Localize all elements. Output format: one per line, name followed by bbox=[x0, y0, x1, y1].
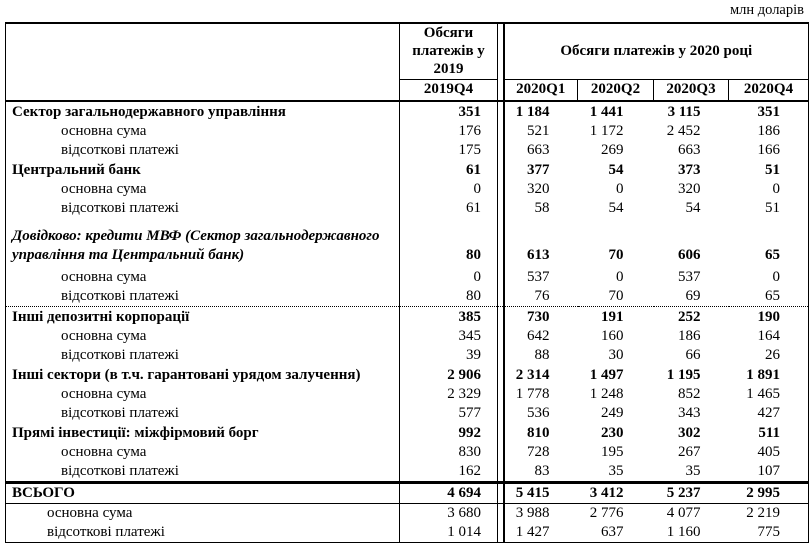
value-2020q3: 186 bbox=[678, 328, 701, 344]
row-label: відсоткові платежі bbox=[6, 346, 400, 365]
value-2020q3: 69 bbox=[685, 288, 701, 304]
value-2019q4: 345 bbox=[458, 328, 481, 344]
value-2019q4: 3 680 bbox=[447, 505, 481, 521]
header-2019q4: 2019Q4 bbox=[400, 79, 498, 101]
row-label: основна сума bbox=[6, 443, 400, 462]
value-2020q1: 2 314 bbox=[515, 366, 550, 383]
header-2020-group: Обсяги платежів у 2020 році bbox=[504, 23, 809, 79]
table-header-group-row bbox=[6, 23, 809, 79]
value-2020q4: 0 bbox=[772, 181, 781, 197]
header-2020q4: 2020Q4 bbox=[729, 79, 809, 101]
value-2020q4: 2 995 bbox=[729, 483, 809, 504]
value-2020q1: 810 bbox=[527, 424, 550, 441]
table-row bbox=[6, 141, 809, 160]
value-2020q1: 83 bbox=[534, 463, 550, 479]
value-2020q2: 35 bbox=[608, 463, 624, 479]
value-2020q3: 852 bbox=[678, 386, 701, 402]
value-2020q4: 51 bbox=[765, 200, 781, 216]
value-2020q4: 511 bbox=[758, 424, 781, 441]
value-2020q3: 252 bbox=[654, 307, 729, 328]
value-2020q3: 35 bbox=[685, 463, 701, 479]
value-2020q2: 195 bbox=[601, 444, 624, 460]
value-2020q4: 65 bbox=[765, 288, 781, 304]
table-row bbox=[6, 327, 809, 346]
row-label: Центральний банк bbox=[6, 160, 400, 180]
value-2019q4: 385 bbox=[400, 307, 498, 328]
table-row bbox=[6, 199, 809, 218]
value-2020q2: 0 bbox=[616, 181, 624, 197]
row-label: основна сума bbox=[6, 504, 400, 524]
value-2020q3: 4 077 bbox=[666, 505, 701, 521]
header-2020q2: 2020Q2 bbox=[578, 79, 654, 101]
value-2019q4: 2 906 bbox=[447, 366, 481, 383]
value-2019q4: 39 bbox=[466, 347, 481, 363]
value-2020q2: 249 bbox=[601, 405, 624, 421]
value-2020q3: 373 bbox=[678, 161, 701, 178]
value-2020q1: 88 bbox=[534, 347, 550, 363]
row-label: відсоткові платежі bbox=[6, 199, 400, 218]
value-2020q1: 613 bbox=[527, 247, 550, 263]
value-2020q1: 5 415 bbox=[504, 483, 578, 504]
value-2020q2: 1 172 bbox=[589, 123, 624, 139]
value-2020q4: 0 bbox=[772, 269, 781, 285]
value-2020q1: 377 bbox=[527, 161, 550, 178]
value-2020q4: 1 465 bbox=[746, 386, 781, 402]
value-2019q4: 4 694 bbox=[400, 483, 498, 504]
payments-table bbox=[5, 22, 809, 543]
value-2020q2: 160 bbox=[601, 328, 624, 344]
row-label: основна сума bbox=[6, 180, 400, 199]
value-2020q4: 2 219 bbox=[746, 505, 781, 521]
table-row-total bbox=[6, 483, 809, 504]
value-2020q4: 107 bbox=[757, 463, 781, 479]
table-row bbox=[6, 365, 809, 385]
row-label: відсоткові платежі bbox=[6, 141, 400, 160]
value-2019q4: 2 329 bbox=[447, 386, 481, 402]
table-row bbox=[6, 443, 809, 462]
row-label: основна сума bbox=[6, 268, 400, 287]
table-row bbox=[6, 287, 809, 307]
value-2019q4: 0 bbox=[473, 269, 481, 285]
value-2020q2: 1 497 bbox=[589, 366, 624, 383]
value-2020q3: 302 bbox=[678, 424, 701, 441]
table-row bbox=[6, 307, 809, 328]
row-label bbox=[6, 218, 400, 268]
value-2020q4: 775 bbox=[757, 524, 781, 540]
header-2020q1: 2020Q1 bbox=[504, 79, 578, 101]
value-2020q1: 521 bbox=[527, 123, 550, 139]
row-label: відсоткові платежі bbox=[6, 523, 400, 543]
header-2020q3: 2020Q3 bbox=[654, 79, 729, 101]
value-2019q4: 80 bbox=[466, 247, 481, 263]
value-2020q4: 427 bbox=[757, 405, 781, 421]
value-2020q2: 269 bbox=[601, 142, 624, 158]
value-2019q4: 162 bbox=[458, 463, 481, 479]
value-2019q4: 80 bbox=[466, 288, 481, 304]
table-row bbox=[6, 101, 809, 122]
value-2020q1: 536 bbox=[527, 405, 550, 421]
value-2020q3: 320 bbox=[678, 181, 701, 197]
table-row bbox=[6, 346, 809, 365]
value-2020q3: 2 452 bbox=[666, 123, 701, 139]
value-2020q2: 1 441 bbox=[589, 103, 624, 120]
memo-label-line2: управління та Центральний банк) bbox=[12, 247, 245, 263]
value-2020q2: 30 bbox=[608, 347, 624, 363]
value-2019q4: 830 bbox=[458, 444, 481, 460]
corner-cell bbox=[6, 23, 400, 101]
row-label: відсоткові платежі bbox=[6, 287, 400, 307]
value-2019q4: 61 bbox=[466, 161, 481, 178]
value-2020q4: 166 bbox=[757, 142, 781, 158]
value-2019q4: 992 bbox=[458, 424, 481, 441]
value-2019q4: 175 bbox=[458, 142, 481, 158]
row-label: Прямі інвестиції: міжфірмовий борг bbox=[6, 423, 400, 443]
value-2019q4: 61 bbox=[466, 200, 481, 216]
value-2020q3: 537 bbox=[678, 269, 701, 285]
row-label: основна сума bbox=[6, 122, 400, 141]
value-2020q1: 728 bbox=[527, 444, 550, 460]
value-2020q3: 1 195 bbox=[666, 366, 701, 383]
value-2019q4: 0 bbox=[473, 181, 481, 197]
value-2020q1: 76 bbox=[534, 288, 550, 304]
value-2020q4: 1 891 bbox=[746, 366, 781, 383]
value-2020q1: 730 bbox=[504, 307, 578, 328]
table-row bbox=[6, 268, 809, 287]
value-2020q2: 637 bbox=[601, 524, 624, 540]
row-label: Інші депозитні корпорації bbox=[6, 307, 400, 328]
value-2020q2: 54 bbox=[608, 161, 624, 178]
value-2020q1: 1 778 bbox=[515, 386, 550, 402]
value-2020q2: 2 776 bbox=[589, 505, 624, 521]
row-label: Інші сектори (в т.ч. гарантовані урядом залучення) bbox=[6, 365, 400, 385]
value-2020q3: 267 bbox=[678, 444, 701, 460]
memo-label-line1: Довідково: кредити МВФ (Сектор загальнодержавного bbox=[12, 228, 380, 244]
value-2019q4: 577 bbox=[458, 405, 481, 421]
value-2020q4: 190 bbox=[729, 307, 809, 328]
table-row bbox=[6, 160, 809, 180]
value-2019q4: 351 bbox=[458, 103, 481, 120]
table-row bbox=[6, 423, 809, 443]
value-2020q4: 26 bbox=[765, 347, 781, 363]
value-2020q2: 1 248 bbox=[589, 386, 624, 402]
value-2020q4: 351 bbox=[757, 103, 781, 120]
row-label: основна сума bbox=[6, 327, 400, 346]
table-row bbox=[6, 122, 809, 141]
table-row bbox=[6, 404, 809, 423]
value-2020q3: 606 bbox=[678, 247, 701, 263]
table-row bbox=[6, 504, 809, 524]
row-label: ВСЬОГО bbox=[6, 483, 400, 504]
value-2020q3: 1 160 bbox=[666, 524, 701, 540]
value-2020q3: 54 bbox=[685, 200, 701, 216]
value-2020q2: 191 bbox=[578, 307, 654, 328]
value-2020q2: 70 bbox=[608, 288, 624, 304]
value-2020q3: 3 115 bbox=[667, 103, 701, 120]
value-2020q3: 663 bbox=[678, 142, 701, 158]
table-row bbox=[6, 385, 809, 404]
value-2020q4: 405 bbox=[757, 444, 781, 460]
row-label: відсоткові платежі bbox=[6, 462, 400, 483]
value-2020q1: 663 bbox=[527, 142, 550, 158]
value-2020q3: 66 bbox=[685, 347, 701, 363]
table-row bbox=[6, 462, 809, 483]
table-row bbox=[6, 180, 809, 199]
value-2020q1: 320 bbox=[527, 181, 550, 197]
row-label: Сектор загальнодержавного управління bbox=[6, 101, 400, 122]
value-2020q2: 3 412 bbox=[578, 483, 654, 504]
value-2020q1: 642 bbox=[527, 328, 550, 344]
value-2020q3: 5 237 bbox=[654, 483, 729, 504]
value-2020q1: 537 bbox=[527, 269, 550, 285]
value-2020q4: 51 bbox=[765, 161, 781, 178]
value-2020q1: 3 988 bbox=[515, 505, 550, 521]
value-2020q2: 70 bbox=[608, 247, 624, 263]
value-2020q4: 65 bbox=[765, 247, 781, 263]
units-label: млн доларів bbox=[729, 2, 804, 18]
value-2019q4: 1 014 bbox=[447, 524, 481, 540]
value-2020q1: 58 bbox=[534, 200, 550, 216]
value-2020q1: 1 184 bbox=[515, 103, 550, 120]
value-2020q2: 230 bbox=[601, 424, 624, 441]
value-2020q1: 1 427 bbox=[515, 524, 550, 540]
value-2020q3: 343 bbox=[678, 405, 701, 421]
value-2020q4: 164 bbox=[757, 328, 781, 344]
row-label: відсоткові платежі bbox=[6, 404, 400, 423]
value-2020q2: 0 bbox=[616, 269, 624, 285]
header-2019-group: Обсяги платежів у 2019 bbox=[400, 23, 498, 79]
row-label: основна сума bbox=[6, 385, 400, 404]
value-2020q2: 54 bbox=[608, 200, 624, 216]
value-2019q4: 176 bbox=[458, 123, 481, 139]
value-2020q4: 186 bbox=[757, 123, 781, 139]
table-row bbox=[6, 523, 809, 543]
table-row-memo bbox=[6, 218, 809, 268]
